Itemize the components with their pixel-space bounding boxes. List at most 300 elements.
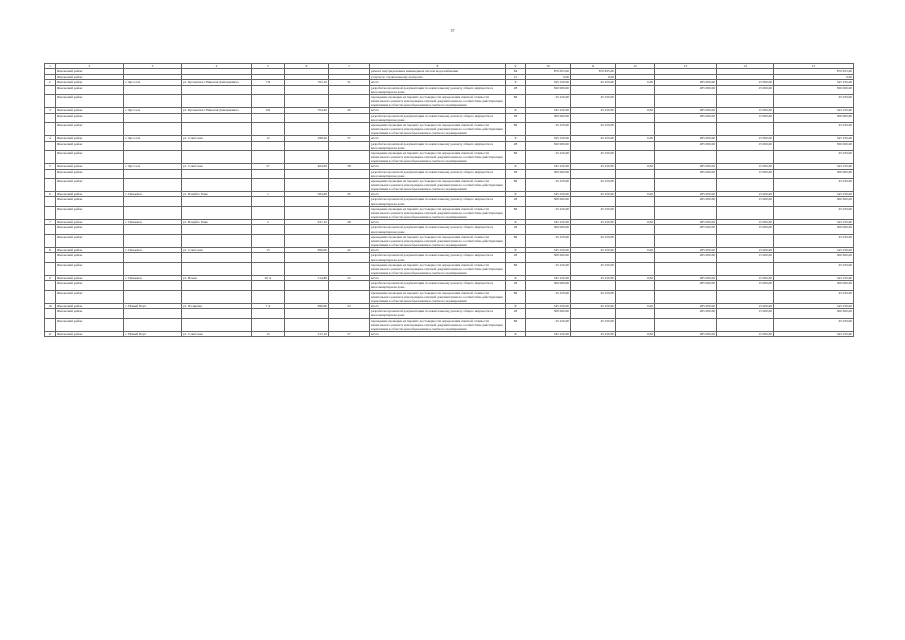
cell-district: Ямальский район [56, 303, 124, 309]
cell-cost-source-c: 285 000,00 [655, 219, 717, 225]
cell-settlement [124, 225, 182, 234]
cell-work-code: X [506, 136, 526, 142]
cell-apartments [329, 169, 370, 178]
cell-house-number: 20 А [252, 275, 285, 281]
cell-house-number [252, 178, 285, 191]
cell-settlement [124, 290, 182, 303]
cell-cost-source-d: 15 000,00 [717, 113, 774, 122]
cell-area [285, 94, 329, 107]
cell-row-number: 9 [45, 275, 56, 281]
cell-house-number [252, 197, 285, 206]
cell-cost-source-c [655, 94, 717, 107]
cell-cost-source-d: 15 000,00 [717, 225, 774, 234]
column-number: 1 [45, 64, 56, 69]
cell-cost-total: 300 000,00 [774, 309, 854, 318]
cell-cost-total: 345 250,00 [774, 136, 854, 142]
cell-work-type: итого [370, 331, 506, 337]
cell-cost-total: 300 000,00 [774, 253, 854, 262]
cell-settlement: с. Новый Порт [124, 331, 182, 337]
cell-work-code: 86 [506, 262, 526, 275]
cell-apartments [329, 225, 370, 234]
cell-area [285, 281, 329, 290]
cell-work-type: услуги по строительному контролю [370, 74, 506, 80]
cell-cost-total: 345 250,00 [774, 108, 854, 114]
cell-work-type: разработка проектной документации по капитальному ремонту общего имущества в многоквартирном доме [370, 141, 506, 150]
column-number: 2 [56, 64, 124, 69]
cell-cost-source-d: 15 000,00 [717, 141, 774, 150]
cell-settlement: с. Панаевск [124, 275, 182, 281]
cell-cost-source-a [571, 309, 616, 318]
table-row [45, 281, 854, 290]
cell-cost-total: 0,00 [774, 74, 854, 80]
table-row [45, 206, 854, 219]
cell-street [182, 281, 252, 290]
cell-total-cost: 300 000,00 [526, 281, 571, 290]
table-row [45, 234, 854, 247]
cell-work-type: итого [370, 247, 506, 253]
cell-cost-source-b [616, 122, 655, 135]
cell-cost-source-a: 45 250,00 [571, 206, 616, 219]
cell-work-type: проведение проверки на предмет достоверности определения сметной стоимости капитального ремонта или проверка сметной документации на соответствие действующим нормативам в области ценообразования в сметного нормирования [370, 234, 506, 247]
table-row [45, 253, 854, 262]
cell-cost-source-c: 285 000,00 [655, 113, 717, 122]
cell-district: Ямальский район [56, 141, 124, 150]
cell-cost-source-d: 15 000,00 [717, 253, 774, 262]
cell-cost-total: 345 250,00 [774, 247, 854, 253]
cell-apartments [329, 253, 370, 262]
cell-cost-source-b [616, 206, 655, 219]
cell-cost-source-a: 45 250,00 [571, 178, 616, 191]
cell-cost-source-a [571, 141, 616, 150]
cell-cost-source-b: 0,00 [616, 247, 655, 253]
cell-cost-source-a: 45 250,00 [571, 262, 616, 275]
cell-apartments: 43 [329, 303, 370, 309]
cell-work-code: X [506, 108, 526, 114]
cell-cost-source-a: 45 250,00 [571, 234, 616, 247]
cell-total-cost: 345 250,00 [526, 303, 571, 309]
cell-cost-source-b [616, 318, 655, 331]
cell-cost-total: 45 250,00 [774, 122, 854, 135]
cell-street: ул. Советская [182, 136, 252, 142]
cell-apartments [329, 290, 370, 303]
cell-apartments: 28 [329, 219, 370, 225]
cell-cost-source-a: 45 250,00 [571, 108, 616, 114]
cell-work-code: 86 [506, 206, 526, 219]
cell-work-code: 28 [506, 113, 526, 122]
cell-work-code: 84 [506, 69, 526, 75]
cell-cost-source-d: 15 000,00 [717, 136, 774, 142]
cell-cost-source-b [616, 141, 655, 150]
cell-cost-source-d: 15 000,00 [717, 164, 774, 170]
cell-cost-total: 45 250,00 [774, 94, 854, 107]
cell-cost-source-b [616, 290, 655, 303]
cell-house-number: 15 [252, 247, 285, 253]
cell-total-cost: 300 000,00 [526, 197, 571, 206]
cell-work-type: итого [370, 303, 506, 309]
cell-work-type: ремонт внутридомовых инженерных систем водоснабжения [370, 69, 506, 75]
cell-settlement [124, 94, 182, 107]
column-number: 8 [370, 64, 506, 69]
cell-apartments: 37 [329, 136, 370, 142]
cell-total-cost: 300 000,00 [526, 253, 571, 262]
cell-cost-source-d [717, 94, 774, 107]
cell-area [285, 225, 329, 234]
cell-row-number: 4 [45, 136, 56, 142]
table-row [45, 318, 854, 331]
cell-area [285, 290, 329, 303]
cell-street [182, 318, 252, 331]
cell-area [285, 113, 329, 122]
cell-cost-source-b: 0,00 [616, 80, 655, 86]
cell-district: Ямальский район [56, 247, 124, 253]
cell-work-code: 28 [506, 85, 526, 94]
table-row [45, 331, 854, 337]
cell-house-number: 7 Б [252, 80, 285, 86]
cell-row-number: 5 [45, 164, 56, 170]
cell-cost-source-b: 0,00 [616, 275, 655, 281]
cell-house-number [252, 234, 285, 247]
cell-district: Ямальский район [56, 197, 124, 206]
cell-work-type: проведение проверки на предмет достоверности определения сметной стоимости капитального ремонта или проверка сметной документации на соответствие действующим нормативам в области ценообразования в сметного нормирования [370, 206, 506, 219]
cell-settlement: с. Панаевск [124, 247, 182, 253]
cell-street: ул. Советская [182, 331, 252, 337]
cell-total-cost: 0,00 [526, 74, 571, 80]
column-number: 11 [571, 64, 616, 69]
cell-street [182, 197, 252, 206]
cell-total-cost: 45 250,00 [526, 290, 571, 303]
cell-cost-total: 870 655,00 [774, 69, 854, 75]
cell-apartments: 38 [329, 164, 370, 170]
cell-row-number [45, 113, 56, 122]
cell-area [285, 141, 329, 150]
cell-area: 298,20 [285, 136, 329, 142]
cell-cost-source-d: 15 000,00 [717, 169, 774, 178]
cell-cost-source-d [717, 262, 774, 275]
cell-area: 584,60 [285, 191, 329, 197]
cell-work-code: 21 [506, 74, 526, 80]
cell-settlement [124, 169, 182, 178]
cell-house-number: 12 [252, 136, 285, 142]
cell-street: ул. Советская [182, 164, 252, 170]
cell-total-cost: 45 250,00 [526, 234, 571, 247]
cell-cost-source-d [717, 150, 774, 163]
cell-cost-source-d: 15 000,00 [717, 303, 774, 309]
cell-district: Ямальский район [56, 281, 124, 290]
column-number: 7 [329, 64, 370, 69]
cell-cost-source-c [655, 206, 717, 219]
cell-street [182, 169, 252, 178]
cell-cost-source-d: 15 000,00 [717, 108, 774, 114]
cell-apartments: 27 [329, 331, 370, 337]
cell-row-number [45, 169, 56, 178]
cell-cost-source-c: 285 000,00 [655, 136, 717, 142]
table-row [45, 85, 854, 94]
cell-cost-source-c: 285 000,00 [655, 80, 717, 86]
cell-cost-source-c: 285 000,00 [655, 197, 717, 206]
cell-house-number [252, 318, 285, 331]
cell-area [285, 122, 329, 135]
cell-cost-source-b: 0,00 [616, 219, 655, 225]
cell-cost-source-a [571, 197, 616, 206]
table-row [45, 225, 854, 234]
cell-work-code: 28 [506, 309, 526, 318]
cell-apartments [329, 281, 370, 290]
cell-settlement [124, 197, 182, 206]
cell-cost-source-a [571, 85, 616, 94]
cell-street [182, 234, 252, 247]
cell-cost-source-a: 0,00 [571, 74, 616, 80]
cell-row-number: 2 [45, 80, 56, 86]
cell-cost-source-d [717, 122, 774, 135]
cell-cost-source-a: 45 250,00 [571, 136, 616, 142]
cell-area [285, 169, 329, 178]
cell-cost-source-d: 15 000,00 [717, 85, 774, 94]
cell-settlement: с. Яр-Сале [124, 108, 182, 114]
cell-total-cost: 345 250,00 [526, 164, 571, 170]
cell-work-code: 86 [506, 318, 526, 331]
cell-area [285, 234, 329, 247]
cell-house-number [252, 85, 285, 94]
cell-work-type: итого [370, 191, 506, 197]
cell-apartments [329, 262, 370, 275]
cell-settlement: с. Панаевск [124, 219, 182, 225]
column-number: 4 [182, 64, 252, 69]
cell-work-type: разработка проектной документации по капитальному ремонту общего имущества в многоквартирном доме [370, 281, 506, 290]
cell-area: 315,10 [285, 331, 329, 337]
cell-work-code: 28 [506, 197, 526, 206]
cell-area [285, 197, 329, 206]
cell-row-number [45, 85, 56, 94]
cell-cost-source-a: 45 250,00 [571, 247, 616, 253]
cell-settlement [124, 206, 182, 219]
cell-cost-source-b: 0,00 [616, 108, 655, 114]
cell-cost-total: 45 250,00 [774, 234, 854, 247]
table-row [45, 94, 854, 107]
cell-area [285, 85, 329, 94]
cell-total-cost: 45 250,00 [526, 318, 571, 331]
cell-area: 514,80 [285, 275, 329, 281]
cell-cost-total: 300 000,00 [774, 281, 854, 290]
cell-settlement: с. Яр-Сале [124, 164, 182, 170]
cell-street: ул. Кугаевского Николая Дмитриевича [182, 108, 252, 114]
cell-cost-source-d: 15 000,00 [717, 309, 774, 318]
cell-district: Ямальский район [56, 253, 124, 262]
cell-street: ул. Новая [182, 275, 252, 281]
cell-district: Ямальский район [56, 94, 124, 107]
cell-cost-source-b [616, 225, 655, 234]
cell-work-code: 28 [506, 253, 526, 262]
cell-district: Ямальский район [56, 318, 124, 331]
cell-house-number: 2 [252, 219, 285, 225]
cell-settlement [124, 141, 182, 150]
cell-street [182, 225, 252, 234]
cell-cost-source-c [655, 262, 717, 275]
cell-cost-source-b [616, 281, 655, 290]
cell-street: ул. Советская [182, 247, 252, 253]
cell-apartments [329, 178, 370, 191]
cell-cost-source-b [616, 150, 655, 163]
page-number: 37 [450, 28, 455, 33]
cell-total-cost: 300 000,00 [526, 225, 571, 234]
cell-total-cost: 870 655,00 [526, 69, 571, 75]
cell-cost-source-a: 45 250,00 [571, 191, 616, 197]
table-row [45, 197, 854, 206]
cell-work-code: 28 [506, 281, 526, 290]
cell-total-cost: 345 250,00 [526, 80, 571, 86]
cell-work-type: итого [370, 275, 506, 281]
cell-cost-source-c: 285 000,00 [655, 169, 717, 178]
cell-work-code: X [506, 275, 526, 281]
cell-district: Ямальский район [56, 219, 124, 225]
cell-cost-source-c [655, 318, 717, 331]
cell-cost-source-a: 45 250,00 [571, 331, 616, 337]
cell-house-number [252, 113, 285, 122]
cell-total-cost: 345 250,00 [526, 331, 571, 337]
cell-apartments: 45 [329, 191, 370, 197]
cell-work-type: итого [370, 80, 506, 86]
cell-cost-total: 345 250,00 [774, 275, 854, 281]
cell-work-code: X [506, 331, 526, 337]
cell-cost-source-b [616, 169, 655, 178]
cell-work-type: итого [370, 219, 506, 225]
cell-row-number [45, 94, 56, 107]
cell-street [182, 253, 252, 262]
cell-cost-source-d: 15 000,00 [717, 80, 774, 86]
cell-work-code: X [506, 247, 526, 253]
cell-work-code: 86 [506, 290, 526, 303]
cell-row-number: 11 [45, 331, 56, 337]
cell-street: ул. Полярная [182, 303, 252, 309]
cell-total-cost: 345 250,00 [526, 136, 571, 142]
cell-settlement [124, 150, 182, 163]
cell-settlement [124, 318, 182, 331]
cell-total-cost: 345 250,00 [526, 219, 571, 225]
cell-row-number [45, 290, 56, 303]
cell-cost-source-d [717, 318, 774, 331]
cell-apartments [329, 113, 370, 122]
cell-row-number: 3 [45, 108, 56, 114]
cell-settlement [124, 113, 182, 122]
cell-area [285, 253, 329, 262]
cell-district: Ямальский район [56, 74, 124, 80]
column-number: 6 [285, 64, 329, 69]
cell-settlement: с. Новый Порт [124, 303, 182, 309]
cell-settlement [124, 281, 182, 290]
cell-street [182, 141, 252, 150]
cell-work-type: проведение проверки на предмет достоверности определения сметной стоимости капитального ремонта или проверка сметной документации на соответствие действующим нормативам в области ценообразования в сметного нормирования [370, 262, 506, 275]
cell-house-number [252, 150, 285, 163]
cell-cost-source-c: 285 000,00 [655, 331, 717, 337]
cell-district: Ямальский район [56, 275, 124, 281]
cell-total-cost: 345 250,00 [526, 191, 571, 197]
cell-work-type: итого [370, 136, 506, 142]
cell-total-cost: 300 000,00 [526, 85, 571, 94]
cell-apartments [329, 150, 370, 163]
cell-apartments: 42 [329, 247, 370, 253]
cell-apartments [329, 197, 370, 206]
cell-house-number [252, 253, 285, 262]
cell-cost-source-c: 285 000,00 [655, 225, 717, 234]
cell-row-number [45, 262, 56, 275]
cell-house-number [252, 225, 285, 234]
cell-cost-total: 345 250,00 [774, 191, 854, 197]
cell-cost-source-d: 15 000,00 [717, 275, 774, 281]
cell-district: Ямальский район [56, 178, 124, 191]
cell-apartments [329, 206, 370, 219]
cell-work-code: X [506, 303, 526, 309]
cell-work-type: итого [370, 108, 506, 114]
table-row [45, 113, 854, 122]
cell-work-type: разработка проектной документации по капитальному ремонту общего имущества в многоквартирном доме [370, 225, 506, 234]
cell-cost-source-b: 0,00 [616, 331, 655, 337]
cell-district: Ямальский район [56, 290, 124, 303]
cell-cost-source-c: 285 000,00 [655, 309, 717, 318]
cell-cost-source-c: 285 000,00 [655, 303, 717, 309]
cell-area: 704,20 [285, 108, 329, 114]
cell-cost-source-a: 45 250,00 [571, 94, 616, 107]
cell-cost-source-c [655, 122, 717, 135]
cell-cost-source-a [571, 113, 616, 122]
cell-street [182, 178, 252, 191]
cell-settlement: с. Яр-Сале [124, 136, 182, 142]
cell-work-code: X [506, 219, 526, 225]
table-row [45, 150, 854, 163]
cell-cost-source-c: 285 000,00 [655, 164, 717, 170]
cell-cost-source-c [655, 178, 717, 191]
cell-district: Ямальский район [56, 262, 124, 275]
cell-cost-total: 45 250,00 [774, 318, 854, 331]
cell-area [285, 150, 329, 163]
cell-work-code: 86 [506, 150, 526, 163]
cell-district: Ямальский район [56, 108, 124, 114]
cell-area [285, 178, 329, 191]
cell-house-number: 27 [252, 164, 285, 170]
cell-area: 631,10 [285, 219, 329, 225]
cell-cost-total: 345 250,00 [774, 219, 854, 225]
table-row [45, 169, 854, 178]
cell-work-type: разработка проектной документации по капитальному ремонту общего имущества в многоквартирном доме [370, 169, 506, 178]
cell-cost-source-a [571, 225, 616, 234]
cell-cost-source-a: 45 250,00 [571, 275, 616, 281]
cell-apartments: 31 [329, 80, 370, 86]
cell-settlement [124, 253, 182, 262]
cell-work-code: X [506, 80, 526, 86]
cell-apartments [329, 234, 370, 247]
cell-district: Ямальский район [56, 331, 124, 337]
cell-cost-source-d: 15 000,00 [717, 281, 774, 290]
cell-street: ул. Вануйто Енко [182, 219, 252, 225]
cell-cost-source-a: 45 250,00 [571, 219, 616, 225]
cell-cost-source-d: 15 000,00 [717, 219, 774, 225]
cell-area [285, 206, 329, 219]
cell-total-cost: 45 250,00 [526, 122, 571, 135]
cell-row-number [45, 234, 56, 247]
cell-row-number [45, 253, 56, 262]
cell-work-type: проведение проверки на предмет достоверности определения сметной стоимости капитального ремонта или проверка сметной документации на соответствие действующим нормативам в области ценообразования в сметного нормирования [370, 150, 506, 163]
cell-cost-total: 300 000,00 [774, 225, 854, 234]
cell-settlement [124, 262, 182, 275]
cell-cost-source-c: 285 000,00 [655, 85, 717, 94]
table-row [45, 262, 854, 275]
cell-cost-source-d: 15 000,00 [717, 247, 774, 253]
cell-cost-source-c: 285 000,00 [655, 191, 717, 197]
cell-cost-source-a: 870 655,00 [571, 69, 616, 75]
cell-cost-source-b [616, 94, 655, 107]
cell-district: Ямальский район [56, 309, 124, 318]
cell-settlement: с. Яр-Сале [124, 80, 182, 86]
column-number: 3 [124, 64, 182, 69]
cell-cost-total: 300 000,00 [774, 197, 854, 206]
